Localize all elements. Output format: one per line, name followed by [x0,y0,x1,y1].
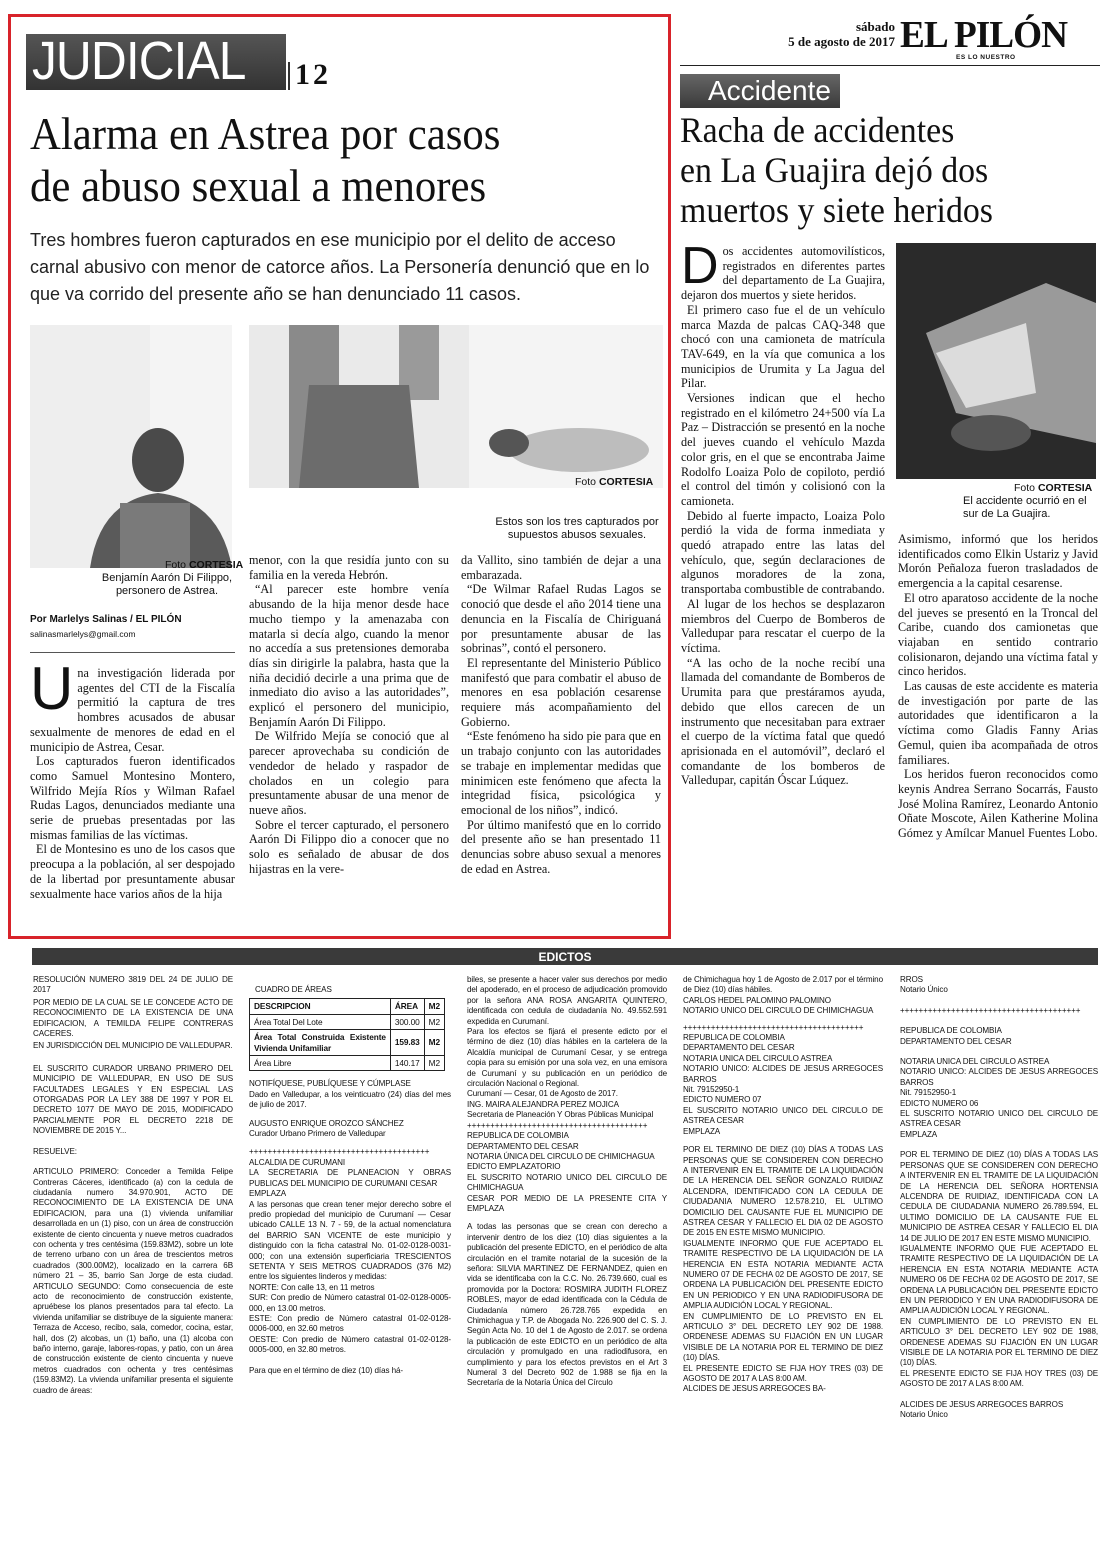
areas-cell: 159.83 [390,1030,424,1056]
edictos-col2-p1: NOTIFÍQUESE, PUBLÍQUESE Y CÚMPLASE [249,1079,411,1089]
photo-accidente [896,243,1096,479]
photo3-credit-name: CORTESIA [1037,482,1093,494]
accident-col1-p1: os accidentes automovilísticos, registrados en diferentes partes del departamento de La Guajira, dejaron dos muertos y siete heridos. [681,244,885,303]
edictos-col5-p7: NOTARIO UNICO: ALCIDES DE JESUS ARREGOCES BARROS [900,1067,1098,1087]
edictos-col2-p8: EMPLAZA [249,1189,287,1199]
main-col2-p1: menor, con la que residía junto con su familia en la vereda Hebrón. [249,553,449,582]
edictos-title: EDICTOS [538,950,592,964]
edictos-col2-p7: LA SECRETARIA DE PLANEACION Y OBRAS PUBLICAS DEL MUNICIPIO DE CURUMANI CESAR [249,1168,451,1188]
accident-figure [896,243,1096,479]
main-headline-line1: Alarma en Astrea por casos [30,108,501,159]
edictos-banner [32,948,1098,965]
edictos-col3-p5: Secretaria de Planeación Y Obras Públicas Municipal [467,1110,654,1120]
byline [30,614,240,639]
edictos-col4-p4: +++++++++++++++++++++++++++++++++++++++ [683,1022,864,1032]
photo3-credit [1014,482,1092,495]
edictos-col3-p10: EDICTO EMPLAZATORIO [467,1162,561,1172]
edictos-col4-p12: EMPLAZA [683,1126,721,1136]
edictos-col2-p4: Curador Urbano Primero de Valledupar [249,1129,386,1139]
accident-col2-p4: Los heridos fueron reconocidos como keynis Andrea Serrano Socarrás, Fausto José Molina Ramírez, Leonardo Antonio Oñate Moscote, Ailen Katherine Molina Gómez y Amílcar Manuel Fuentes Lobo. [898,767,1098,841]
table-row [250,1056,445,1071]
accident-headline-line3: muertos y siete heridos [680,190,993,230]
accident-headline-line1: Racha de accidentes [680,110,955,150]
edictos-col4 [683,975,883,1395]
photo2-caption: Estos son los tres capturados por supuestos abusos sexuales. [495,516,659,541]
accident-col1-p5: Al lugar de los hechos se desplazaron miembros del Cuerpo de Bomberos de Valledupar para rescatar el cuerpo de la víctima. [681,596,885,655]
areas-th-area: ÁREA [390,999,424,1014]
section-title: JUDICIAL [32,31,246,91]
main-article-col3 [461,553,661,876]
edictos-col2-p6: ALCALDIA DE CURUMANI [249,1157,346,1167]
accident-col1 [681,237,885,788]
main-col3-p5: Por último manifestó que en lo corrido del presente año se han presentado 11 denuncias sobre abuso sexual a menores de edad en Astrea. [461,817,661,876]
edictos-col5-p4: REPUBLICA DE COLOMBIA [900,1026,1002,1036]
areas-cell: M2 [424,1030,444,1056]
edictos-col3-p1: biles, se presente a hacer valer sus derechos por medio del apoderado, en el proceso de adjudicación promovido por la señora ANA ROSA ANGARITA QUINTERO, identificada con cedula de ciudadanía No. 49.552.591 expedida en Curumaní. [467,975,667,1026]
edictos-col3-p4: ING. MAIRA ALEJANDRA PEREZ MOJICA [467,1099,619,1109]
edictos-col5-p5: DEPARTAMENTO DEL CESAR [900,1036,1012,1046]
logo-wordmark: EL PILÓN [900,14,1068,56]
edictos-col4-p2: CARLOS HEDEL PALOMINO PALOMINO [683,995,831,1005]
accident-col1-p4: Debido al fuerte impacto, Loaiza Polo perdió la vida de forma inmediata y quedó atrapado entre las latas del vehículo, que, según declaraciones de algunos moradores de la zona, transportaba combustible de contrabando. [681,508,885,597]
edictos-col5-p13: IGUALMENTE INFORMO QUE FUE ACEPTADO EL TRAMITE RESPECTIVO DE LA LIQUIDACIÓN DE LA HERENCIA EN ESTA NOTARIA MEDIANTE ACTA NUMERO 06 DE FECHA 02 DE AGOSTO DE 2017, SE ORDENA LA PUBLICACIÓN DEL PRESENTE EDICTO EN UN PERIODICO Y EN UNA RADIODIFUSORA DE AMPLIA AUDICIÓN LOCAL Y REGIONAL. [900,1243,1098,1316]
areas-cell: 300.00 [390,1014,424,1029]
photo-capturados [249,325,663,488]
personero-figure [30,325,232,568]
main-dropcap: U [30,655,74,722]
edictos-col3-p9: NOTARIA ÚNICA DEL CIRCULO DE CHIMICHAGUA [467,1151,655,1161]
main-article-col1 [30,655,235,901]
edictos-col3-p12: CESAR POR MEDIO DE LA PRESENTE CITA Y EMPLAZA [467,1193,667,1213]
main-col1-p3: El de Montesino es uno de los casos que preocupa a la población, al ser despojado de la libertad por presuntamente abusar sexualmente hace varios años de la hija [30,842,235,901]
main-headline [30,108,670,212]
masthead-rule [680,65,1100,66]
photo1-caption: Benjamín Aarón Di Filippo, personero de Astrea. [101,572,233,597]
edictos-col4-p3: NOTARIO UNICO DEL CIRCULO DE CHIMICHAGUA [683,1006,874,1016]
edictos-col5-p16: ALCIDES DE JESUS ARREGOCES BARROS [900,1399,1064,1409]
main-col2-p3: De Wilfrido Mejía se conoció que al parecer aprovechaba su condición de vendedor de helado y raspador de cholados en un colegio para presuntamente abusar de una menor de nueve años. [249,729,449,817]
edictos-col5-p6: NOTARIA UNICA DEL CIRCULO ASTREA [900,1057,1050,1067]
edictos-col1-p1: RESOLUCIÓN NUMERO 3819 DEL 24 DE JULIO DE 2017 [33,975,233,995]
photo2-credit-prefix: Foto [575,476,599,488]
areas-cell: Área Total Del Lote [250,1014,391,1029]
edictos-col4-p9: Nit. 79152950-1 [683,1085,740,1095]
accident-col2-p3: Las causas de este accidente es materia de investigación por parte de las autoridades que identificaron a la víctima como Gladis Fanny Arias Gemul, quien iba acompañada de otros familiares. [898,679,1098,767]
edictos-col4-p15: EN CUMPLIMIENTO DE LO PREVISTO EN EL ARTICULO 3° DEL DECRETO LEY 902 DE 1988. ORDENESE ADEMAS SU FIJACIÓN EN UN LUGAR VISIBLE DE LA NOTARIA POR EL TERMINO DE DIEZ (10) DÍAS. [683,1311,883,1363]
edictos-col3-p3: Curumaní — Cesar, 01 de Agosto de 2017. [467,1089,618,1099]
edictos-col4-p16: EL PRESENTE EDICTO SE FIJA HOY TRES (03) DE AGOSTO DE 2017 A LAS 8:00 AM. [683,1363,883,1384]
photo1-credit [165,559,243,572]
edictos-col3 [467,975,667,1389]
edictos-col2 [249,975,451,1376]
edictos-col4-p11: EL SUSCRITO NOTARIO UNICO DEL CIRCULO DE ASTREA CESAR [683,1105,883,1126]
logo-tagline: ES LO NUESTRO [956,54,1016,61]
main-col3-p1: da Vallito, sino también de dejar a una embarazada. [461,553,661,582]
edictos-col2-p12: ESTE: Con predio de Número catastral 01-02-0128-0006-000, en 32.60 metros [249,1313,451,1334]
edictos-col1-p3: EN JURISDICCIÓN DEL MUNICIPIO DE VALLEDUPAR. [33,1041,233,1051]
edictos-col1-p6: ARTICULO PRIMERO: Conceder a Temilda Felipe Contreras Cáceres, identificado (a) con la cedula de ciudadanía numero 34.970.901, ACTO DE RECONOCIMIENTO DE LA EXISTENCIA DE UNA EDIFICACION, para una (1) vivienda unifamiliar desarrollada en un (1) piso, con un área de construcción existente de ciento cincuenta y nueve metros cuadrados con ochenta y tres centésima (159.83M2), sobre un lote de terreno urbano con un área de trescientos metros cuadrados (300.00M2), localizado en la carrera 6B número 21 – 35, barrio San Jorge de esta ciudad. ARTICULO SEGUNDO: Como consecuencia de este acto de reconocimiento de construcción existente, apruébese los planos presentados para tal efecto. La vivienda unifamiliar se distribuye de la siguiente manera: Terraza de Acceso, recibo, sala, comedor, cocina, estar, hall, dos (2) alcobas, un (1) baño, una (1) alcoba con baño interno, garaje, labores-ropas, y patio, con un área de construcción existente de ciento cincuenta y nueve metros cuadrados con ochenta y tres centésimas (159.83M2). La vivienda unifamiliar presenta el siguiente cuadro de áreas: [33,1167,233,1395]
photo3-caption: El accidente ocurrió en el sur de La Guajira. [963,495,1087,520]
photo3-credit-prefix: Foto [1014,482,1038,494]
edictos-col5-p12: POR EL TERMINO DE DIEZ (10) DÍAS A TODAS LAS PERSONAS QUE SE CONSIDEREN CON DERECHO A INTERVENIR EN EL TRAMITE DE LA LIQUIDACIÓN DE LA HERENCIA DEL SEÑORA HORTENSIA ALCENDRA DE RUIDIAZ, IDENTIFICADA CON LA CEDULA DE CIUDADANIA NUMERO 26.789.594, EL ULTIMO DOMICILIO DE LA CAUSANTE FUE EL MUNICIPIO DE ASTREA CESAR Y FALLECIO EL DIA 14 DE JULIO DE 2017 EN ESTE MISMO MUNICIPIO. [900,1150,1098,1243]
edictos-col5-p2: Notario Único [900,985,948,995]
edictos-col2-p13: OESTE: Con predio de Número catastral 01-02-0128-0005-000, en 32.80 metros. [249,1334,451,1355]
edictos-col5-p10: EL SUSCRITO NOTARIO UNICO DEL CIRCULO DE ASTREA CESAR [900,1109,1098,1129]
areas-th-desc: DESCRIPCION [250,999,391,1014]
accident-col2-p1: Asimismo, informó que los heridos identificados como Elkin Ustariz y Javid Morón Peñaloza fueron trasladados de emergencia a la capital cesarense. [898,532,1098,591]
accident-col1-p3: Versiones indican que el hecho registrado en el kilómetro 24+500 vía La Paz – Distracción se presentó en la noche del jueves cuando el vehículo Mazda color gris, en el que se encontraba Jaime Rodolfo Loaiza Polo de copiloto, perdió el control del timón y colisionó con la camioneta. [681,391,885,508]
edictos-col4-p14: IGUALMENTE INFORMO QUE FUE ACEPTADO EL TRAMITE RESPECTIVO DE LA LIQUIDACIÓN DE LA HERENCIA EN ESTA NOTARIA MEDIANTE ACTA NUMERO 07 DE FECHA 02 DE AGOSTO DE 2017, SE ORDENA LA PUBLICACIÓN DEL PRESENTE EDICTO EN UN PERIODICO Y EN UNA RADIODIFUSORA DE AMPLIA AUDICIÓN LOCAL Y REGIONAL. [683,1238,883,1311]
main-lead: Tres hombres fueron capturados en ese municipio por el delito de acceso carnal abusivo con menor de catorce años. La Personería denunció que en lo que va corrido del presente año se han denunciado 11 casos. [30,230,650,304]
edictos-col1-p5: RESUELVE: [33,1146,77,1156]
edictos-col5-p9: EDICTO NUMERO 06 [900,1098,979,1108]
accident-col1-p2: El primero caso fue el de un vehículo marca Mazda de palcas CAQ-348 que chocó con una camioneta de matrícula TAV-649, en la vía que comunica a los municipios de Urumita y La Jagua del Pilar. [681,302,885,391]
table-row [250,1014,445,1029]
photo2-credit-name: CORTESIA [598,476,654,488]
edictos-col3-p11: EL SUSCRITO NOTARIO UNICO DEL CIRCULO DE CHIMICHAGUA [467,1172,667,1193]
edictos-col2-p2: Dado en Valledupar, a los veinticuatro (24) días del mes de julio de 2017. [249,1089,451,1110]
edictos-col2-p5: +++++++++++++++++++++++++++++++++++++++ [249,1147,430,1157]
areas-cell: M2 [424,1014,444,1029]
edictos-col1 [33,975,233,1396]
edictos-col3-p8: DEPARTAMENTO DEL CESAR [467,1141,579,1151]
edictos-col4-p13: POR EL TERMINO DE DIEZ (10) DÍAS A TODAS LAS PERSONAS QUE SE CONSIDEREN CON DERECHO A INTERVENIR EN EL TRAMITE DE LA LIQUIDACIÓN DE LA HERENCIA DEL SEÑOR GONZALO RUIDIAZ ALCENDRA, IDENTIFICADO CON LA CEDULA DE CIUDADANIA NUMERO 12.578.210, EL ULTIMO DOMICILIO DEL CAUSANTE FUE EL MUNICIPIO DE ASTREA CESAR Y FALLECIO EL DIA 02 DE AGOSTO DE 2015 EN ESTE MISMO MUNICIPIO. [683,1145,883,1238]
main-col3-p2: “De Wilmar Rafael Rudas Lagos se conoció que desde el año 2014 tiene una denuncia en la Fiscalía de Chiriguaná por presuntamente abusar de las sobrinas”, contó el personero. [461,582,661,656]
photo1-credit-prefix: Foto [165,559,189,571]
accident-headline-line2: en La Guajira dejó dos [680,150,989,190]
capturados-figure [249,325,663,488]
edictos-col4-p8: NOTARIO UNICO: ALCIDES DE JESUS ARREGOCES BARROS [683,1064,883,1084]
masthead-logo [900,16,1090,61]
edictos-col2-p14: Para que en el término de diez (10) días há- [249,1365,403,1375]
areas-table-header [250,999,445,1014]
byline-author: Por Marlelys Salinas / EL PILÓN [30,614,182,625]
edictos-col4-p1: de Chimichagua hoy 1 de Agosto de 2.017 por el término de Diez (10) días hábiles. [683,975,883,995]
edictos-col2-p9: A las personas que crean tener mejor derecho sobre el predio propiedad del municipio de Curumaní — Cesar ubicado CALLE 13 N. 7 - 59, de la actual nomenclatura del BARRIO SAN VICENTE de este municipio y distinguido con la ficha catastral No. 01-02-0128-0031-000; con una extensión superficiaria TRESCIENTOS SETENTA Y SEIS METROS CUADRADOS (376 M2) entre los siguientes linderos y medidas: [249,1199,451,1282]
table-row [250,1030,445,1056]
main-col3-p3: El representante del Ministerio Público manifestó que para combatir el abuso de menores en esa población cesarense requiere más acompañamiento del Gobierno. [461,655,661,729]
page-number-divider [288,62,290,90]
edictos-col3-p2: Para los efectos se fijará el presente edicto por el término de diez (10) días hábiles en la cartelera de la Alcaldía municipal de Curumaní Cesar, y se entrega copia para su emisión por una sola vez, en una emisora de Curumaní y su publicación en un periódico de circulación Nacional o Regional. [467,1027,667,1089]
edictos-col1-p4: EL SUSCRITO CURADOR URBANO PRIMERO DEL MUNICIPIO DE VALLEDUPAR, EN USO DE SUS FACULTADES LEGALES Y EN ESPECIAL LAS OTORGADAS POR LA LEY 388 DE 1997 Y POR EL DECRETO 1077 DE MAYO DE 2015, MODIFICADO PARCIALMENTE POR EL DECRETO 2218 DE NOVIEMBRE DE 2015 Y... [33,1063,233,1136]
edictos-col2-p3: AUGUSTO ENRIQUE OROZCO SÁNCHEZ [249,1118,404,1128]
edictos-col2-p10: NORTE: Con calle 13, en 11 metros [249,1282,375,1292]
edictos-col5-p15: EL PRESENTE EDICTO SE FIJA HOY TRES (03) DE AGOSTO DE 2017 A LAS 8:00 AM. [900,1368,1098,1389]
edictos-col3-p7: REPUBLICA DE COLOMBIA [467,1131,569,1141]
edictos-col5-p8: Nit. 79152950-1 [900,1088,957,1098]
main-col1-p1: na investigación liderada por agentes del CTI de la Fiscalía permitió la captura de tres hombres acusados de abusar sexualmente de menores de edad en el municipio de Astrea, Cesar. [30,666,235,754]
areas-cell: Área Libre [250,1056,391,1071]
areas-table-title: CUADRO DE ÁREAS [255,985,332,994]
main-col3-p4: “Este fenómeno ha sido pie para que en un trabajo conjunto con las autoridades se trabaje en implementar medidas que minimicen este fenómeno que afecta la integridad física, psicológica y emocional de los niños”, indicó. [461,729,661,817]
edictos-col4-p5: REPUBLICA DE COLOMBIA [683,1033,785,1043]
edictos-col4-p7: NOTARIA UNICA DEL CIRCULO ASTREA [683,1053,833,1063]
edictos-col5 [900,975,1098,1420]
edictos-col5-p1: RROS [900,975,923,984]
photo1-credit-name: CORTESIA [188,559,244,571]
masthead-date: 5 de agosto de 2017 [788,34,895,49]
edictos-col4-p10: EDICTO NUMERO 07 [683,1095,762,1105]
edictos-col1-p2: POR MEDIO DE LA CUAL SE LE CONCEDE ACTO DE RECONOCIMIENTO DE LA EXISTENCIA DE UNA EDIFICACION, A TEMILDA FELIPE CONTRERAS CACERES. [33,997,233,1039]
areas-th-unit: M2 [424,999,444,1014]
accident-col1-p6: “A las ocho de la noche recibí una llamada del comandante de Bomberos de Urumita para que prestáramos ayuda, debido que ellos carecen de un instrumento que necesitaban para extraer el cuerpo de la víctima fatal que quedó aprisionada en el automóvil”, declaró el comandante de los bomberos de Valledupar, capitán Óscar Lúquez. [681,655,885,788]
main-col2-p4: Sobre el tercer capturado, el personero Aarón Di Filippo dio a conocer que no solo es señalado de abusar de dos hijastras en la vere- [249,817,449,876]
section-banner [26,31,286,91]
byline-rule [30,652,235,653]
main-headline-line2: de abuso sexual a menores [30,160,487,211]
main-col2-p2: “Al parecer este hombre venía abusando de la hija menor desde hace mucho tiempo y la amenazaba con matarla si decía algo, cuando la menor no accedía a sus pretensiones demoraba días sin dirigirle la palabra, hasta que la niña decidió decirle a una prima que de inmediato dio aviso a las autoridades”, explicó el personero del municipio, Benjamín Aarón Di Filippo. [249,582,449,729]
areas-cell: Área Total Construida Existente Vivienda Unifamiliar [250,1030,391,1056]
photo2-credit [575,476,653,489]
edictos-col3-p6: +++++++++++++++++++++++++++++++++++++++ [467,1120,648,1130]
byline-email: salinasmarlelys@gmail.com [30,629,136,639]
areas-cell: M2 [424,1056,444,1071]
masthead-date-block [760,20,895,50]
accident-col2-p2: El otro aparatoso accidente de la noche del jueves se presentó en la Troncal del Caribe, cuando dos camionetas que viajaban en sentido contrario colisionaron, dejando una víctima fatal y cinco heridos. [898,590,1098,679]
edictos-col4-p6: DEPARTAMENTO DEL CESAR [683,1043,795,1053]
photo-personero [30,325,232,568]
main-col1-p2: Los capturados fueron identificados como Samuel Montesino Montero, Wilfrido Mejía Ríos y Wilman Rafael Rudas Lagos, denunciados mediante una serie de pruebas presentadas por las mismas familias de las víctimas. [30,754,235,842]
accident-dropcap: D [681,237,719,295]
edictos-col5-p14: EN CUMPLIMIENTO DE LO PREVISTO EN EL ARTICULO 3° DEL DECRETO LEY 902 DE 1988, ORDENESE ADEMAS SU FIJACIÓN EN UN LUGAR VISIBLE DE LA NOTARIA POR EL TERMINO DE DIEZ (10) DÍAS. [900,1316,1098,1368]
accident-col2 [898,532,1098,841]
accident-headline [680,110,1100,230]
edictos-col4-p17: ALCIDES DE JESUS ARREGOCES BA- [683,1384,826,1394]
edictos-col5-p11: EMPLAZA [900,1129,938,1139]
accident-section-banner [680,74,840,108]
areas-cell: 140.17 [390,1056,424,1071]
edictos-col5-p17: Notario Único [900,1410,948,1420]
edictos-col2-p11: SUR: Con predio de Número catastral 01-02-0128-0005-000, en 13.00 metros. [249,1293,451,1313]
edictos-col5-p3: +++++++++++++++++++++++++++++++++++++++ [900,1005,1081,1015]
areas-table [249,998,445,1071]
page-number: 12 [295,58,331,91]
accident-section-title: Accidente [708,75,831,106]
masthead-day: sábado [855,19,895,34]
edictos-col3-p13: A todas las personas que se crean con derecho a intervenir dentro de los diez (10) días siguientes a la publicación del presente EDICTO, en el periódico de alta circulación en el tramite notarial de la sucesión de la señora: SILVIA MARTINEZ DE FERNANDEZ, quien en vida se identificaba con la C.C. No. 26.739.660, cual es promovida por la Doctora: ROSMIRA JUDITH FLOREZ ROBLES, mayor de edad identificada con la Cédula de Ciudadanía número 26.728.765 expedida en Chimichagua y T.P. de Abogada No. 226.900 del C. S. J. Según Acta No. 10 del 1 de Agosto de 2.017. se ordena la publicación de este EDICTO en un periódico de alta circulación y promulgado en una radiodifusora, en cumplimiento y para los efectos previstos en el Art 3 Numeral 3 del Decreto 902 de 1.988 se fija en la Secretaría de la Notaría Única del Círculo [467,1222,667,1388]
main-article-col2 [249,553,449,876]
